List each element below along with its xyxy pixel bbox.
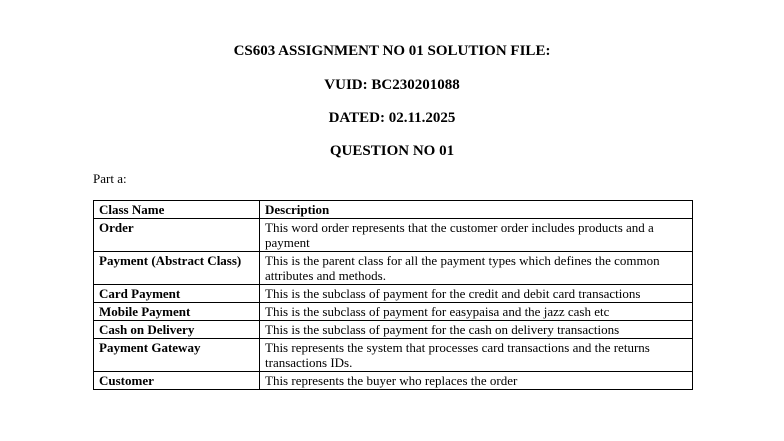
table-row bbox=[94, 321, 693, 339]
class-name-cell: Cash on Delivery bbox=[94, 321, 260, 339]
table-row bbox=[94, 219, 693, 252]
part-label: Part a: bbox=[93, 171, 127, 186]
class-description-table bbox=[93, 200, 693, 390]
class-name-cell: Order bbox=[94, 219, 260, 252]
date-heading: DATED: 02.11.2025 bbox=[328, 110, 456, 126]
question-heading: QUESTION NO 01 bbox=[329, 143, 455, 159]
description-cell: This represents the buyer who replaces the order bbox=[260, 372, 693, 390]
document-title: CS603 ASSIGNMENT NO 01 SOLUTION FILE: bbox=[233, 43, 551, 59]
column-header-class-name: Class Name bbox=[94, 201, 260, 219]
class-name-cell: Customer bbox=[94, 372, 260, 390]
description-cell: This is the subclass of payment for the cash on delivery transactions bbox=[260, 321, 693, 339]
description-cell: This is the parent class for all the payment types which defines the common attributes and methods. bbox=[260, 252, 693, 285]
column-header-description: Description bbox=[260, 201, 693, 219]
vuid-heading: VUID: BC230201088 bbox=[324, 77, 460, 93]
class-name-cell: Card Payment bbox=[94, 285, 260, 303]
table-header-row bbox=[94, 201, 693, 219]
class-name-cell: Payment (Abstract Class) bbox=[94, 252, 260, 285]
description-cell: This is the subclass of payment for the credit and debit card transactions bbox=[260, 285, 693, 303]
table-row bbox=[94, 285, 693, 303]
description-cell: This word order represents that the customer order includes products and a payment bbox=[260, 219, 693, 252]
description-cell: This represents the system that processes card transactions and the returns transactions IDs. bbox=[260, 339, 693, 372]
class-name-cell: Payment Gateway bbox=[94, 339, 260, 372]
table-row bbox=[94, 372, 693, 390]
table-row bbox=[94, 252, 693, 285]
class-name-cell: Mobile Payment bbox=[94, 303, 260, 321]
table-row bbox=[94, 339, 693, 372]
description-cell: This is the subclass of payment for easypaisa and the jazz cash etc bbox=[260, 303, 693, 321]
table-row bbox=[94, 303, 693, 321]
